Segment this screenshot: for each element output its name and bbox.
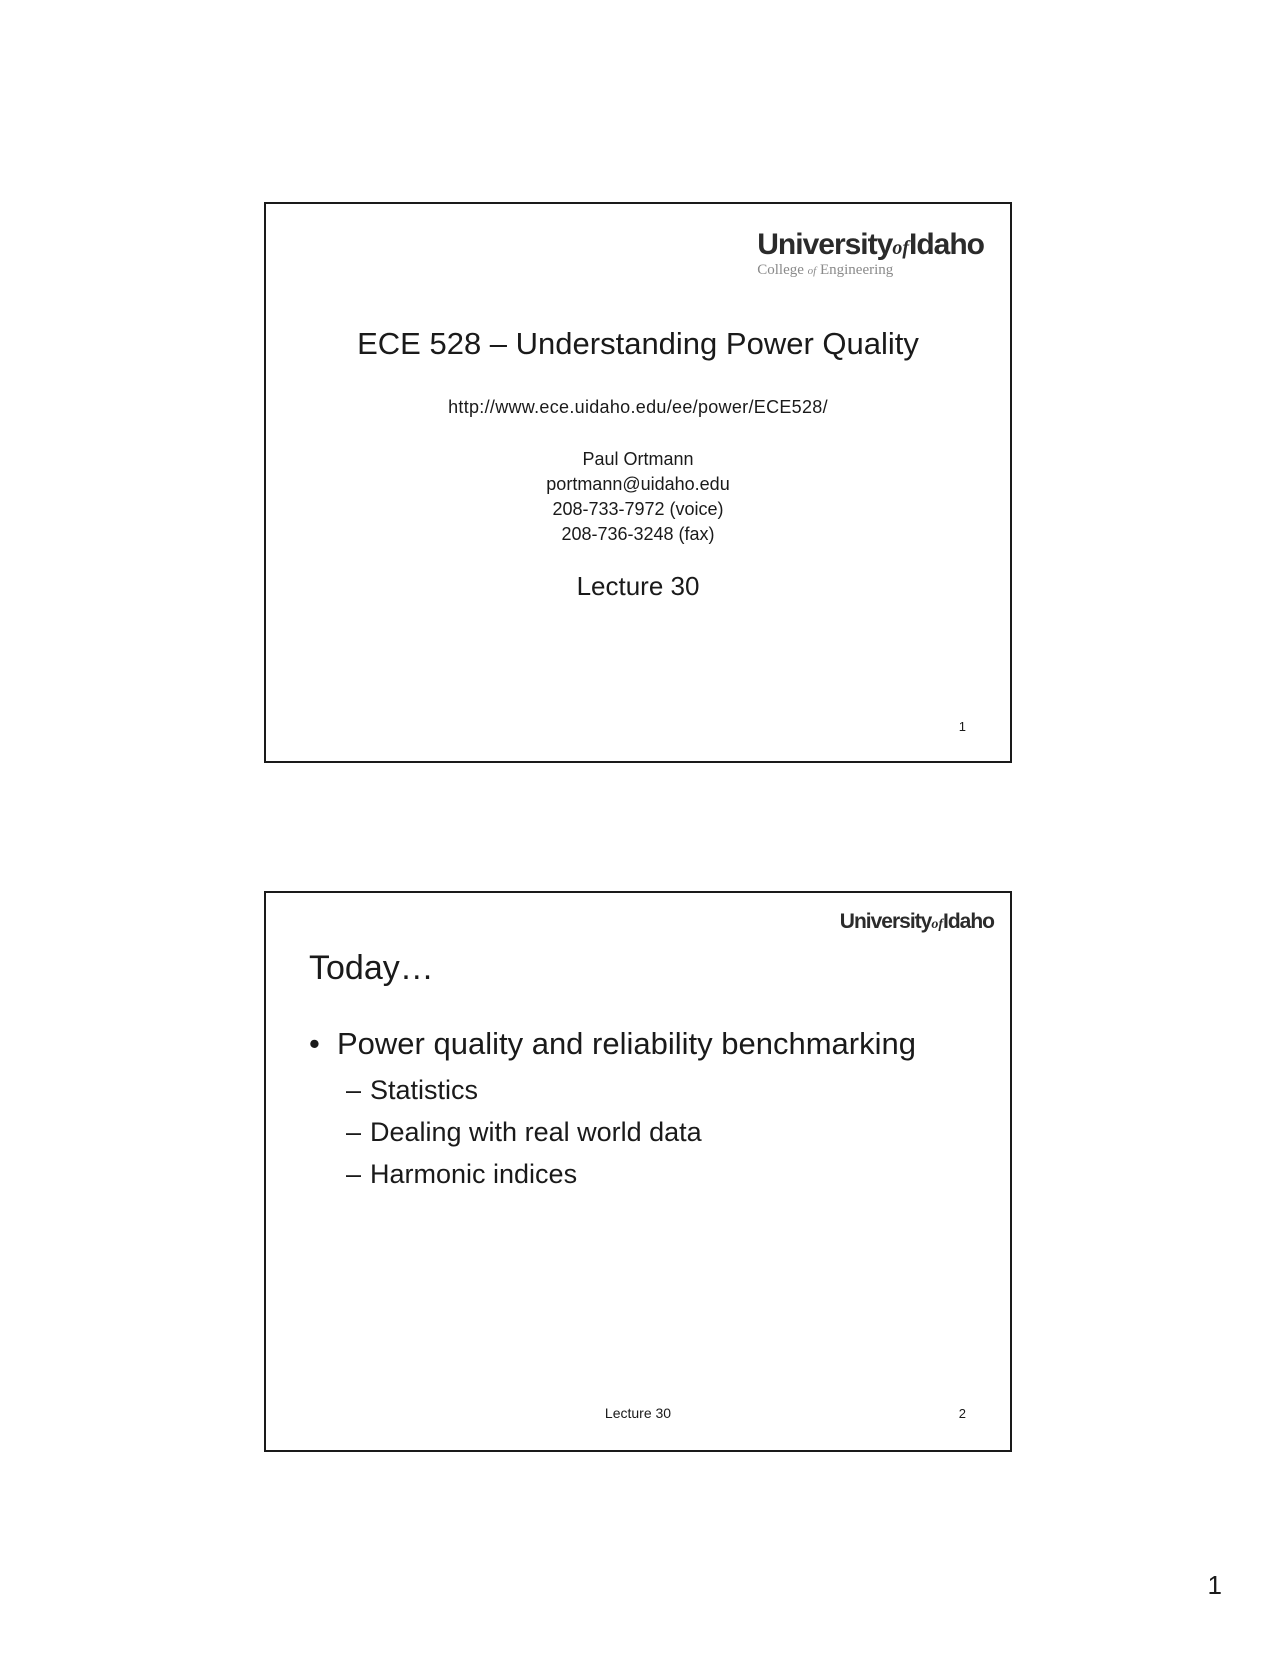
sub-bullet-text: Statistics xyxy=(370,1075,479,1105)
bullet-text: Power quality and reliability benchmarking xyxy=(337,1026,916,1061)
sub-bullet-item xyxy=(346,1072,702,1114)
contact-block xyxy=(266,447,1010,547)
bullet-item xyxy=(309,1026,916,1062)
course-url: http://www.ece.uidaho.edu/ee/power/ECE528/ xyxy=(448,397,828,417)
slide-2 xyxy=(264,891,1012,1452)
sheet-page-number: 1 xyxy=(1207,1570,1222,1600)
logo-idaho: Idaho xyxy=(943,910,994,933)
slide-2-page-number: 2 xyxy=(958,1406,966,1421)
logo-college-of: of xyxy=(807,265,817,277)
sub-bullet-item xyxy=(346,1156,702,1198)
instructor-fax: 208-736-3248 (fax) xyxy=(561,524,715,544)
slide-2-title: Today… xyxy=(309,949,434,987)
instructor-voice: 208-733-7972 (voice) xyxy=(552,499,724,519)
sub-bullet-item xyxy=(346,1114,702,1156)
instructor-email: portmann@uidaho.edu xyxy=(546,474,730,494)
logo-of: of xyxy=(892,237,909,259)
logo-university: University xyxy=(757,228,893,261)
slide-1-title: ECE 528 – Understanding Power Quality xyxy=(357,326,919,361)
logo-idaho: Idaho xyxy=(909,228,984,261)
sub-bullet-marker: – xyxy=(346,1117,362,1147)
sub-bullet-list xyxy=(346,1072,702,1198)
logo-of: of xyxy=(931,917,943,932)
bullet-marker: • xyxy=(309,1026,320,1061)
university-of-idaho-logo xyxy=(757,230,984,278)
logo-university: University xyxy=(839,910,932,933)
logo-college-of-engineering xyxy=(757,263,984,278)
logo-engineering: Engineering xyxy=(819,262,894,278)
sub-bullet-marker: – xyxy=(346,1075,362,1105)
sub-bullet-marker: – xyxy=(346,1159,362,1189)
slide-1-page-number: 1 xyxy=(958,719,966,734)
sub-bullet-text: Harmonic indices xyxy=(370,1159,578,1189)
university-of-idaho-logo xyxy=(840,911,994,932)
slide-2-footer: Lecture 30 xyxy=(604,1405,672,1421)
logo-college: College xyxy=(757,262,804,278)
slide-1 xyxy=(264,202,1012,763)
lecture-label: Lecture 30 xyxy=(576,571,700,601)
sub-bullet-text: Dealing with real world data xyxy=(370,1117,702,1147)
instructor-name: Paul Ortmann xyxy=(582,449,694,469)
